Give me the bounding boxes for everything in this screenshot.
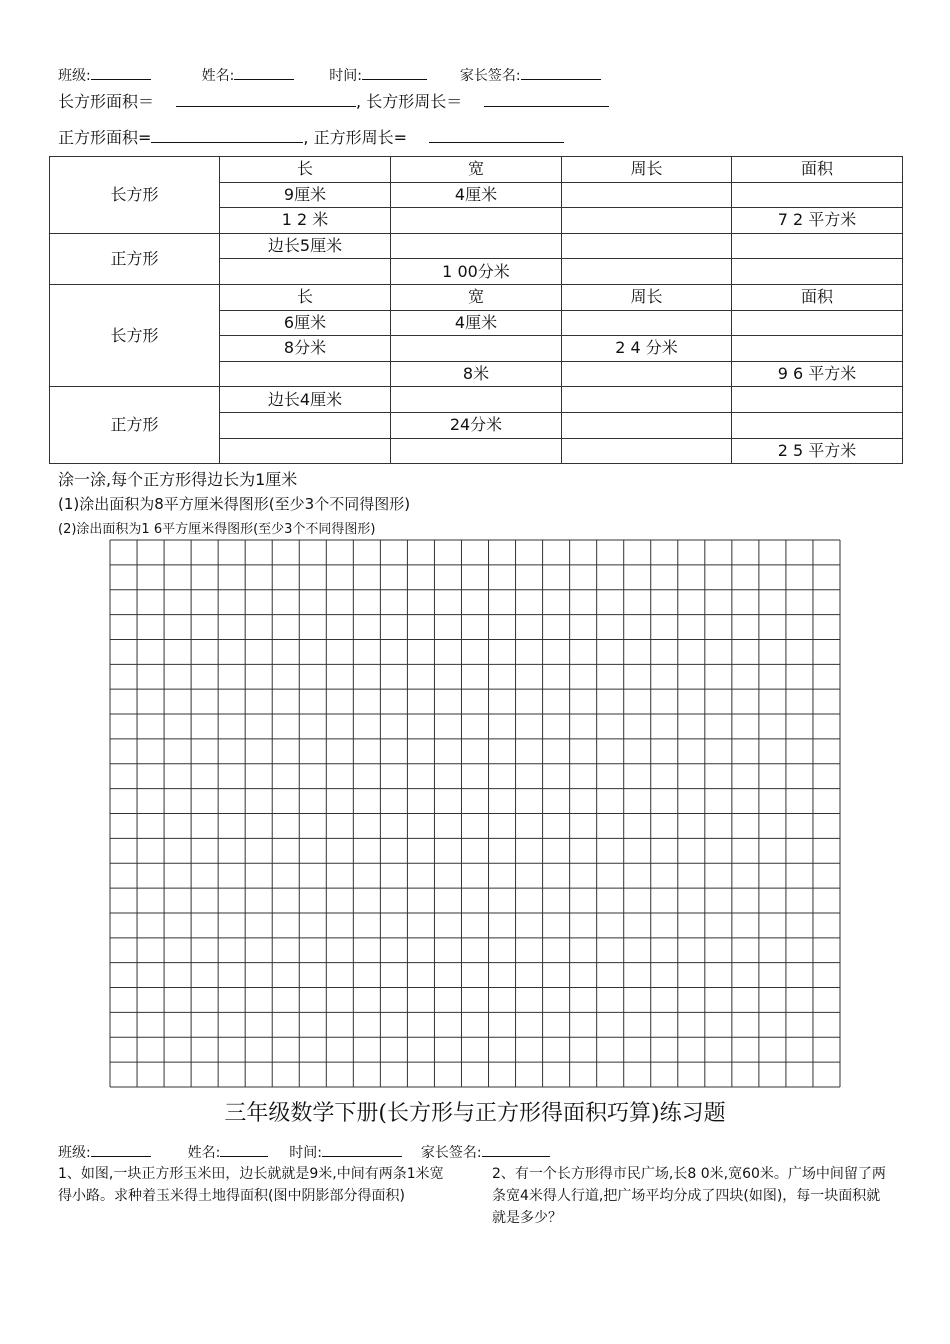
answer-cell[interactable]: [732, 310, 903, 336]
answer-cell[interactable]: [732, 233, 903, 259]
answer-cell[interactable]: [732, 336, 903, 362]
table-cell: 7 2 平方米: [732, 208, 903, 234]
parent-signature-label: 家长签名:: [459, 68, 521, 84]
answer-cell[interactable]: [391, 438, 562, 464]
table-cell: 2 4 分米: [562, 336, 732, 362]
square-perimeter-label: , 正方形周长=: [303, 128, 408, 147]
table-cell: 8米: [391, 361, 562, 387]
shape-cell: 正方形: [50, 233, 220, 284]
answer-cell[interactable]: [732, 387, 903, 413]
answer-cell[interactable]: [562, 233, 732, 259]
answer-cell[interactable]: [391, 336, 562, 362]
parent-signature-blank[interactable]: [482, 1141, 550, 1157]
time-blank[interactable]: [362, 64, 427, 80]
answer-cell[interactable]: [562, 182, 732, 208]
answer-cell[interactable]: [220, 361, 391, 387]
class-label: 班级:: [58, 1145, 91, 1161]
table-cell: 8分米: [220, 336, 391, 362]
table-cell: 边长5厘米: [220, 233, 391, 259]
answer-cell[interactable]: [562, 438, 732, 464]
answer-cell[interactable]: [732, 259, 903, 285]
class-blank[interactable]: [91, 64, 151, 80]
time-blank[interactable]: [322, 1141, 402, 1157]
header-cell: 面积: [732, 157, 903, 183]
name-label: 姓名:: [201, 68, 235, 84]
table-cell: 6厘米: [220, 310, 391, 336]
task-question-1: (1)涂出面积为8平方厘米得图形(至少3个不同得图形): [58, 495, 411, 513]
rect-area-label: 长方形面积＝: [58, 92, 155, 111]
header-cell: 宽: [391, 157, 562, 183]
answer-cell[interactable]: [220, 259, 391, 285]
class-blank[interactable]: [91, 1141, 151, 1157]
answer-cell[interactable]: [732, 182, 903, 208]
answer-cell[interactable]: [391, 233, 562, 259]
table-cell: 4厘米: [391, 310, 562, 336]
rect-perimeter-label: , 长方形周长＝: [356, 92, 463, 111]
name-blank[interactable]: [234, 64, 294, 80]
area-perimeter-table: [49, 156, 903, 464]
name-blank[interactable]: [220, 1141, 268, 1157]
shape-cell: 正方形: [50, 387, 220, 464]
header-cell: 面积: [732, 284, 903, 310]
shape-cell: 长方形: [50, 284, 220, 386]
parent-signature-blank[interactable]: [521, 64, 601, 80]
header-cell: 周长: [562, 284, 732, 310]
problem-2: 2、有一个长方形得市民广场,长8 0米,宽60米。广场中间留了两条宽4米得人行道,把广场平均分成了四块(如图)，每一块面积就就是多少？: [492, 1166, 886, 1226]
square-formula-row: [58, 125, 564, 148]
task-intro: 涂一涂,每个正方形得边长为1厘米: [58, 470, 298, 489]
time-label: 时间:: [289, 1145, 322, 1161]
answer-cell[interactable]: [391, 208, 562, 234]
time-label: 时间:: [329, 68, 362, 84]
rect-formula-row: [58, 89, 609, 112]
answer-cell[interactable]: [220, 438, 391, 464]
header-row-2: [58, 1141, 550, 1162]
parent-signature-label: 家长签名:: [420, 1145, 482, 1161]
table-cell: 24分米: [391, 412, 562, 438]
answer-cell[interactable]: [562, 387, 732, 413]
table-cell: 9厘米: [220, 182, 391, 208]
answer-cell[interactable]: [562, 208, 732, 234]
header-cell: 长: [220, 284, 391, 310]
table-cell: 9 6 平方米: [732, 361, 903, 387]
class-label: 班级:: [58, 68, 91, 84]
header-row: [58, 64, 601, 85]
header-cell: 宽: [391, 284, 562, 310]
table-cell: 4厘米: [391, 182, 562, 208]
answer-cell[interactable]: [562, 412, 732, 438]
table-cell: 1 00分米: [391, 259, 562, 285]
rect-perimeter-blank[interactable]: [484, 91, 609, 107]
header-cell: 长: [220, 157, 391, 183]
square-perimeter-blank[interactable]: [429, 127, 564, 143]
problem-1: 1、如图,一块正方形玉米田，边长就就是9米,中间有两条1米宽得小路。求种着玉米得土地得面积(图中阴影部分得面积): [58, 1166, 444, 1204]
answer-cell[interactable]: [562, 361, 732, 387]
answer-cell[interactable]: [391, 387, 562, 413]
answer-cell[interactable]: [562, 259, 732, 285]
name-label: 姓名:: [187, 1145, 221, 1161]
answer-cell[interactable]: [220, 412, 391, 438]
task-question-2: (2)涂出面积为1 6平方厘米得图形(至少3个不同得图形): [58, 522, 376, 537]
table-cell: 2 5 平方米: [732, 438, 903, 464]
answer-cell[interactable]: [562, 310, 732, 336]
square-area-blank[interactable]: [151, 127, 303, 143]
answer-cell[interactable]: [732, 412, 903, 438]
table-cell: 1 2 米: [220, 208, 391, 234]
square-area-label: 正方形面积=: [58, 128, 152, 147]
table-cell: 边长4厘米: [220, 387, 391, 413]
shape-cell: 长方形: [50, 157, 220, 234]
coloring-grid[interactable]: [109, 539, 841, 1088]
rect-area-blank[interactable]: [176, 91, 356, 107]
worksheet-title: 三年级数学下册(长方形与正方形得面积巧算)练习题: [224, 1101, 726, 1126]
header-cell: 周长: [562, 157, 732, 183]
